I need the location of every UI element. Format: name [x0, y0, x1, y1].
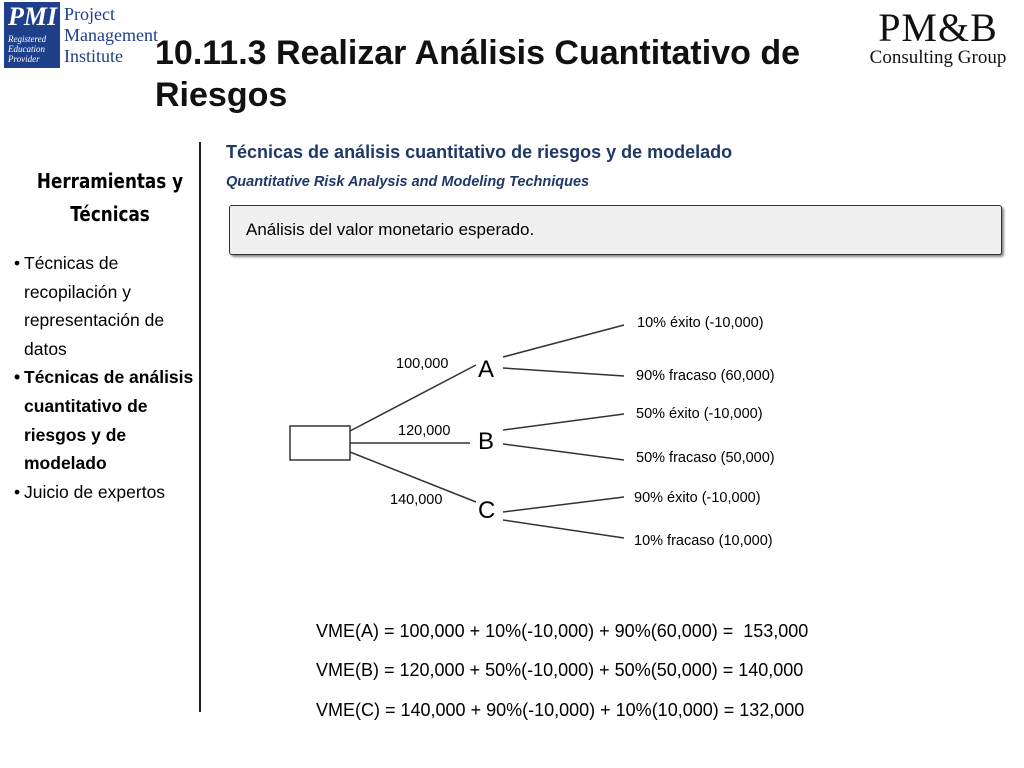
outcome-a-failure-line	[503, 368, 624, 376]
emv-box-text: Análisis del valor monetario esperado.	[246, 220, 535, 239]
pmi-caption-line: Education	[8, 44, 45, 54]
subtitle-english: Quantitative Risk Analysis and Modeling Techniques	[226, 174, 590, 190]
pmi-text-line: Management	[64, 25, 158, 45]
branch-c-cost: 140,000	[390, 492, 443, 508]
outcome-a-success: 10% éxito (-10,000)	[637, 315, 764, 331]
subtitle-spanish: Técnicas de análisis cuantitativo de riesgos y de modelado	[226, 142, 733, 162]
outcome-a-success-line	[503, 325, 624, 357]
branch-a-line	[350, 365, 476, 431]
pmb-logo-name: PM&B	[878, 5, 998, 50]
outcome-c-failure-line	[503, 520, 624, 538]
pmi-mark-letters: PMI	[8, 2, 58, 31]
branch-a-cost: 100,000	[396, 356, 449, 372]
list-item: • Juicio de expertos	[14, 478, 198, 507]
outcome-b-failure-line	[503, 444, 624, 460]
outcome-c-failure: 10% fracaso (10,000)	[634, 533, 773, 549]
outcome-b-success: 50% éxito (-10,000)	[636, 406, 763, 422]
pmb-logo-tagline: Consulting Group	[869, 47, 1007, 68]
outcome-a-failure: 90% fracaso (60,000)	[636, 368, 775, 384]
pmi-caption-line: Registered	[8, 34, 47, 44]
section-heading: Herramientas y Técnicas	[36, 169, 184, 226]
outcome-c-success-line	[503, 497, 624, 512]
list-item: • Técnicas de recopilación y representación de datos	[14, 249, 198, 363]
page-title: 10.11.3 Realizar Análisis Cuantitativo de Riesgos	[155, 34, 801, 114]
equation-b: VME(B) = 120,000 + 50%(-10,000) + 50%(50,000) = 140,000	[316, 660, 804, 680]
node-a-label: A	[478, 356, 495, 383]
decision-node-box	[290, 426, 350, 460]
list-item-active: • Técnicas de análisis cuantitativo de riesgos y de modelado	[14, 363, 198, 477]
outcome-b-success-line	[503, 414, 624, 430]
equation-c: VME(C) = 140,000 + 90%(-10,000) + 10%(10,000) = 132,000	[316, 700, 805, 720]
equation-a: VME(A) = 100,000 + 10%(-10,000) + 90%(60,000) = 153,000	[316, 621, 809, 641]
pmi-caption-line: Provider	[8, 54, 40, 64]
outcome-c-success: 90% éxito (-10,000)	[634, 490, 761, 506]
node-b-label: B	[478, 428, 495, 455]
outcome-b-failure: 50% fracaso (50,000)	[636, 450, 775, 466]
branch-b-cost: 120,000	[398, 423, 451, 439]
pmi-text-line: Institute	[64, 46, 123, 66]
pmi-text-line: Project	[64, 4, 115, 24]
node-c-label: C	[478, 497, 496, 524]
